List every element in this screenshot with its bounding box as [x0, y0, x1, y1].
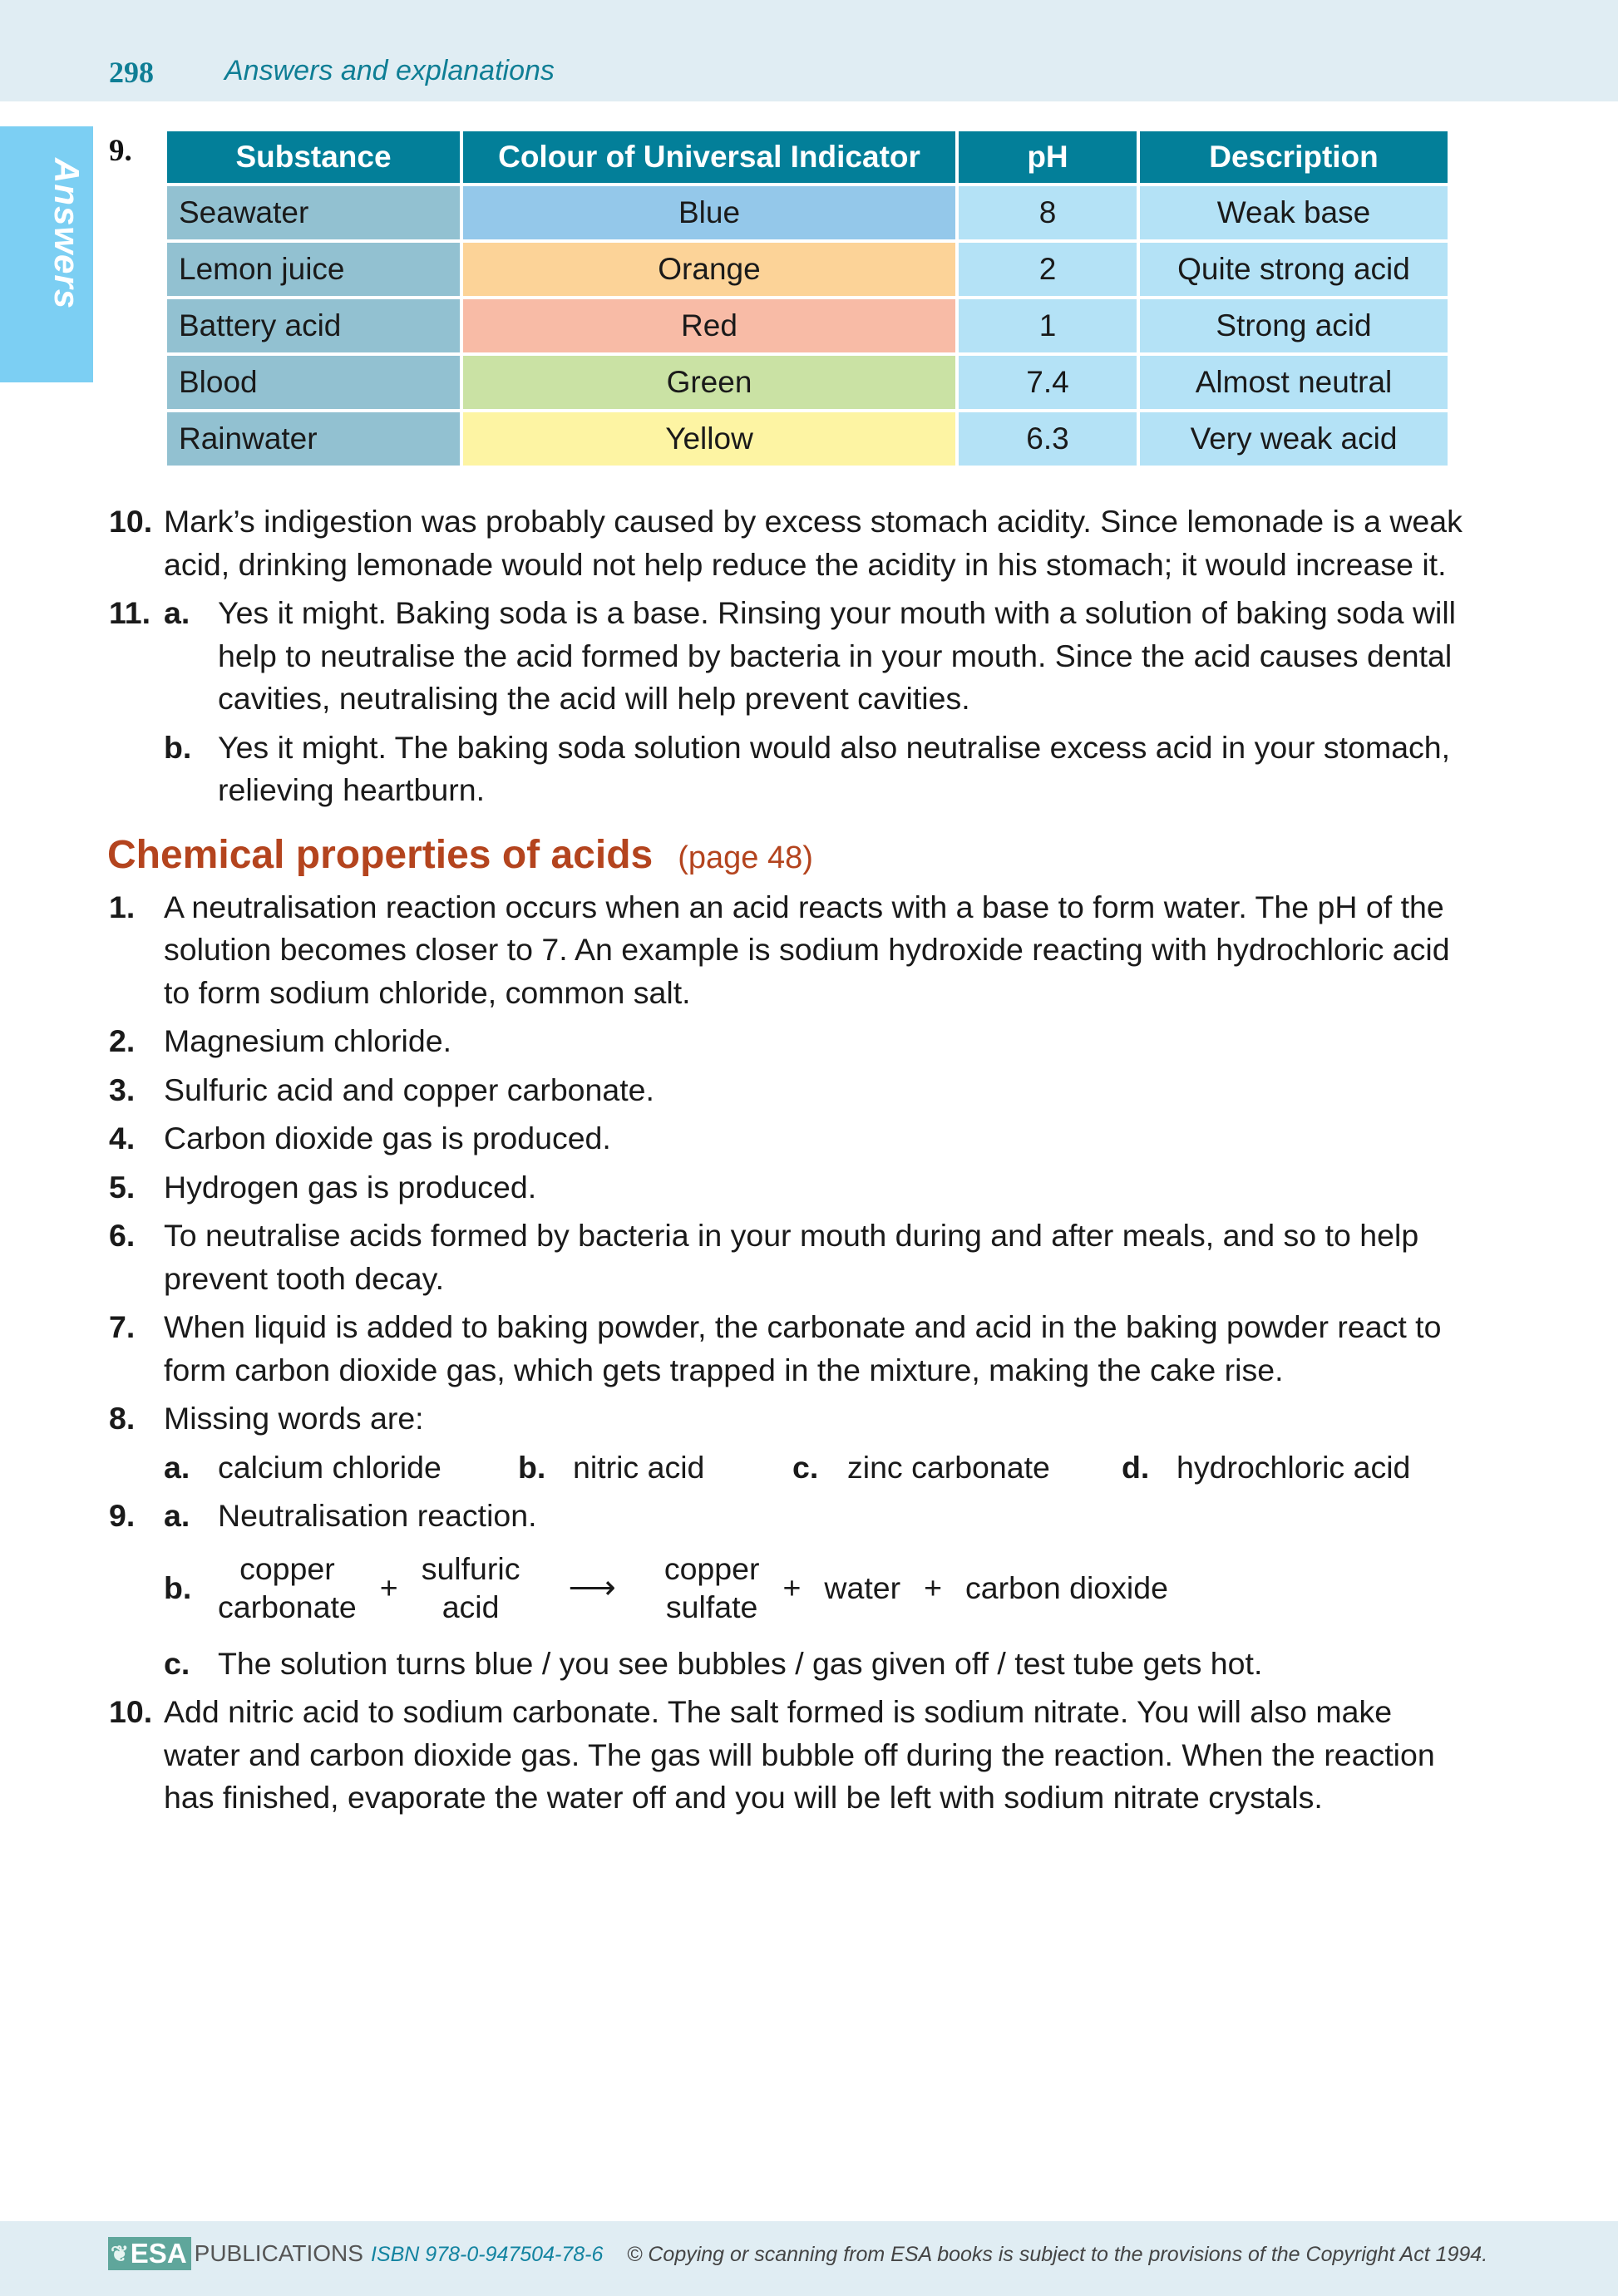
- answer-number: 4.: [109, 1121, 136, 1155]
- cell-ph: 6.3: [959, 412, 1137, 466]
- logo-badge: [108, 2237, 191, 2270]
- answer-item: [109, 1643, 1464, 1686]
- table-row: [167, 356, 1448, 409]
- column-header-colour: Colour of Universal Indicator: [463, 131, 955, 183]
- missing-word-text: hydrochloric acid: [1177, 1449, 1411, 1485]
- answer-item: [109, 886, 1464, 1015]
- answer-text: The solution turns blue / you see bubbles / gas given off / test tube gets hot.: [218, 1645, 1263, 1681]
- answer-number: 11.: [109, 595, 151, 630]
- running-title: Answers and explanations: [224, 55, 555, 86]
- answer-number: 6.: [109, 1218, 136, 1253]
- missing-word-text: zinc carbonate: [847, 1449, 1050, 1485]
- section-heading: [107, 830, 1464, 883]
- answer-letter: a.: [164, 595, 190, 630]
- cell-description: Weak base: [1140, 186, 1448, 239]
- answer-text: Add nitric acid to sodium carbonate. The salt formed is sodium nitrate. You will also make water and carbon dioxide gas. The gas will bubble off during the reaction. When the reaction has finished, evaporate the water off and you will be left with sodium nitrate crystals.: [164, 1694, 1435, 1815]
- equation-product: water: [824, 1569, 901, 1605]
- word-equation: [109, 1550, 1464, 1626]
- answer-text: Carbon dioxide gas is produced.: [164, 1121, 611, 1155]
- cell-substance: Blood: [167, 356, 460, 409]
- answer-text: Magnesium chloride.: [164, 1023, 451, 1058]
- table-row: [167, 243, 1448, 296]
- equation-term-line: acid: [441, 1589, 500, 1624]
- cell-substance: Seawater: [167, 186, 460, 239]
- answer-item: [109, 727, 1464, 812]
- answer-number: 10.: [109, 504, 153, 539]
- cell-substance: Battery acid: [167, 299, 460, 352]
- publisher-logo: [108, 2237, 363, 2270]
- cell-colour: Red: [463, 299, 955, 352]
- reaction-arrow-icon: ⟶: [568, 1569, 616, 1606]
- answer-text: Sulfuric acid and copper carbonate.: [164, 1072, 654, 1107]
- cell-colour: Green: [463, 356, 955, 409]
- answer-number: 9.: [109, 1498, 136, 1533]
- answer-letter: b.: [164, 1569, 192, 1605]
- table-row: [167, 299, 1448, 352]
- column-header-description: Description: [1140, 131, 1448, 183]
- equation-reactant: [218, 1550, 357, 1626]
- answer-letter: c.: [164, 1645, 190, 1681]
- tree-icon: ❦: [111, 2240, 129, 2266]
- missing-word-text: calcium chloride: [218, 1449, 441, 1485]
- answer-item: [109, 1397, 1464, 1441]
- cell-ph: 8: [959, 186, 1137, 239]
- answer-number: 7.: [109, 1309, 136, 1344]
- answer-text: When liquid is added to baking powder, the carbonate and acid in the baking powder react to form carbon dioxide gas, which gets trapped in the mixture, making the cake rise.: [164, 1309, 1442, 1387]
- answer-item: [109, 1306, 1464, 1392]
- answer-letter: a.: [164, 1449, 190, 1485]
- question-number: 9.: [109, 134, 132, 168]
- copyright-notice: © Copying or scanning from ESA books is subject to the provisions of the Copyright Act 1994.: [627, 2243, 1488, 2266]
- table-header-row: [167, 131, 1448, 183]
- answer-number: 8.: [109, 1401, 136, 1436]
- answer-text: A neutralisation reaction occurs when an acid reacts with a base to form water. The pH of the solution becomes closer to 7. An example is sodium hydroxide reacting with hydrochloric acid to form sodium chloride, common salt.: [164, 889, 1450, 1010]
- missing-word: [792, 1446, 1122, 1490]
- section-page-reference: (page 48): [678, 840, 813, 875]
- equation-term-line: sulfuric: [421, 1550, 520, 1586]
- plus-sign: +: [379, 1569, 398, 1605]
- answer-item: [109, 1020, 1464, 1063]
- equation-term-line: sulfate: [665, 1589, 758, 1624]
- answer-letter: a.: [164, 1498, 190, 1533]
- cell-description: Strong acid: [1140, 299, 1448, 352]
- table-row: [167, 186, 1448, 239]
- cell-substance: Rainwater: [167, 412, 460, 466]
- answer-letter: d.: [1122, 1449, 1150, 1485]
- cell-description: Quite strong acid: [1140, 243, 1448, 296]
- answer-item: [109, 1069, 1464, 1112]
- cell-description: Almost neutral: [1140, 356, 1448, 409]
- equation-term-line: copper: [239, 1550, 335, 1586]
- equation-product: carbon dioxide: [965, 1569, 1168, 1605]
- answers-body: [109, 500, 1464, 1825]
- cell-colour: Orange: [463, 243, 955, 296]
- answer-item: [109, 500, 1464, 586]
- cell-colour: Blue: [463, 186, 955, 239]
- equation-reactant: [422, 1550, 520, 1626]
- plus-sign: +: [782, 1569, 802, 1605]
- answer-letter: c.: [792, 1449, 819, 1485]
- answer-letter: b.: [518, 1449, 546, 1485]
- isbn: ISBN 978-0-947504-78-6: [371, 2243, 604, 2266]
- logo-suffix: PUBLICATIONS: [194, 2240, 363, 2266]
- answer-letter: b.: [164, 729, 192, 765]
- page-number: 298: [109, 56, 154, 89]
- logo-text: ESA: [130, 2238, 187, 2269]
- answer-text: Neutralisation reaction.: [218, 1498, 537, 1533]
- section-title: Chemical properties of acids: [107, 832, 654, 877]
- cell-description: Very weak acid: [1140, 412, 1448, 466]
- equation-term-line: copper: [663, 1550, 760, 1586]
- equation-product: [664, 1550, 760, 1626]
- cell-substance: Lemon juice: [167, 243, 460, 296]
- answer-text: Yes it might. Baking soda is a base. Rinsing your mouth with a solution of baking soda will help to neutralise the acid formed by bacteria in your mouth. Since the acid causes dental cavities, neutralising the acid will help prevent cavities.: [218, 595, 1457, 716]
- answer-number: 5.: [109, 1169, 136, 1205]
- answer-number: 2.: [109, 1023, 136, 1058]
- answer-number: 10.: [109, 1694, 153, 1729]
- answer-text: To neutralise acids formed by bacteria in your mouth during and after meals, and so to help prevent tooth decay.: [164, 1218, 1419, 1296]
- answer-number: 1.: [109, 889, 136, 924]
- answer-number: 3.: [109, 1072, 136, 1107]
- missing-word-text: nitric acid: [573, 1449, 705, 1485]
- column-header-ph: pH: [959, 131, 1137, 183]
- cell-ph: 2: [959, 243, 1137, 296]
- cell-colour: Yellow: [463, 412, 955, 466]
- answer-item: [109, 592, 1464, 721]
- column-header-substance: Substance: [167, 131, 460, 183]
- answer-text: Hydrogen gas is produced.: [164, 1169, 537, 1205]
- answer-item: [109, 1117, 1464, 1160]
- cell-ph: 1: [959, 299, 1137, 352]
- answer-text: Yes it might. The baking soda solution would also neutralise excess acid in your stomach, relieving heartburn.: [218, 729, 1451, 807]
- indicator-table: [164, 128, 1451, 469]
- answer-text: Missing words are:: [164, 1401, 424, 1436]
- plus-sign: +: [924, 1569, 943, 1605]
- cell-ph: 7.4: [959, 356, 1137, 409]
- missing-word: [164, 1446, 518, 1490]
- side-tab-label: Answers: [47, 158, 86, 310]
- missing-words-row: [109, 1446, 1464, 1490]
- answer-item: [109, 1166, 1464, 1210]
- missing-word: [1122, 1446, 1410, 1490]
- answer-item: [109, 1691, 1464, 1820]
- answer-item: [109, 1215, 1464, 1300]
- missing-word: [518, 1446, 792, 1490]
- answer-text: Mark’s indigestion was probably caused by excess stomach acidity. Since lemonade is a weak acid, drinking lemonade would not help reduce the acidity in his stomach; it would increase it.: [164, 504, 1463, 582]
- answer-item: [109, 1495, 1464, 1538]
- table-row: [167, 412, 1448, 466]
- equation-term-line: carbonate: [218, 1589, 357, 1624]
